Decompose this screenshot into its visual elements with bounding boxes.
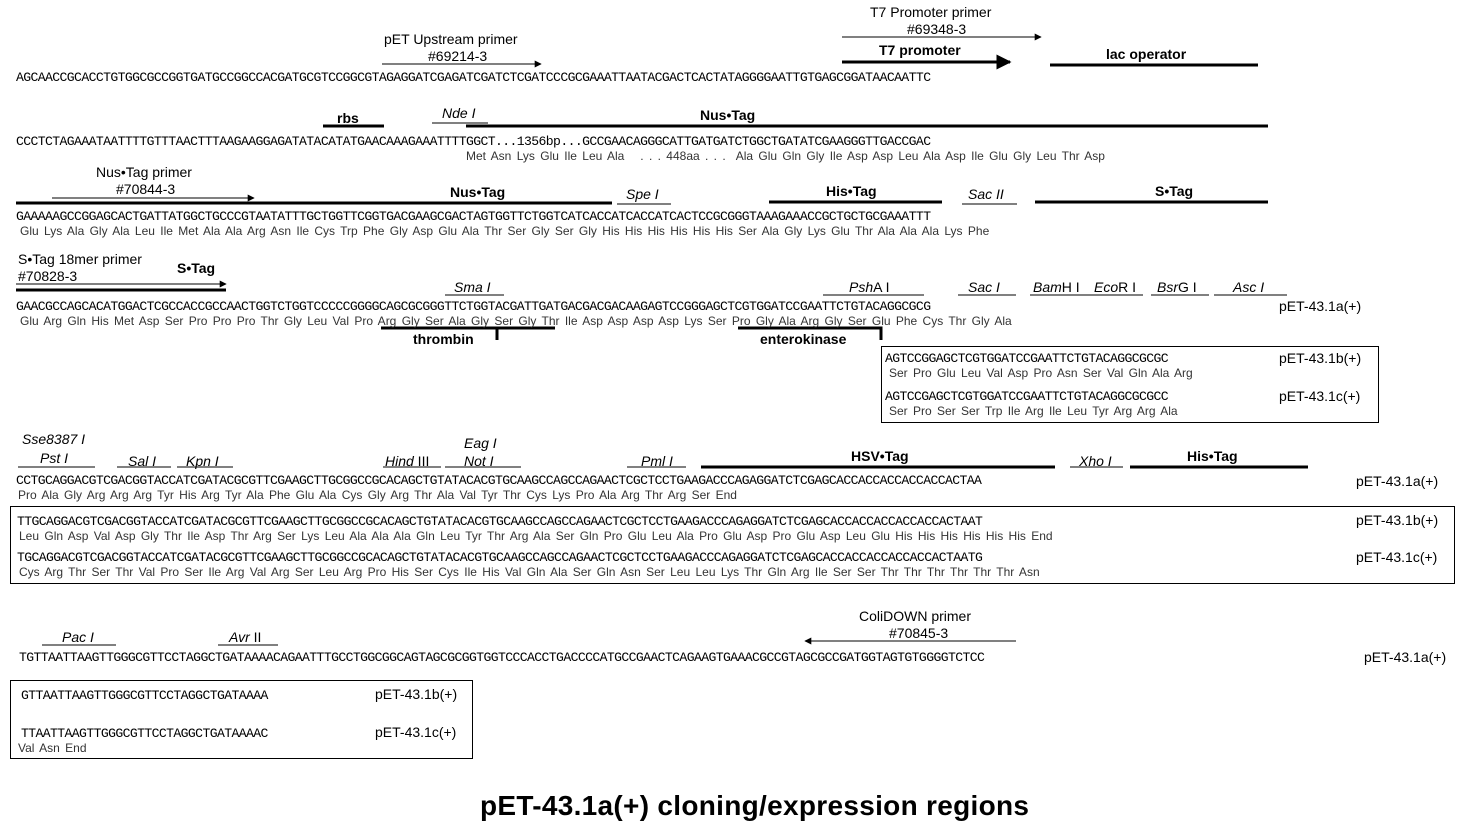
not-site: Not I [464, 453, 494, 469]
enterokinase-label: enterokinase [760, 331, 847, 347]
vector-label-a-1: pET-43.1a(+) [1279, 298, 1362, 314]
sequence-row-5: CCTGCAGGACGTCGACGGTACCATCGATACGCGTTCGAAGCTTGCGGCCGCACAGCTGTATACACGTGCAAGCCAGCCAGAACTCGCTCCTGAAGACCCAGAGGATCTCGAGCACCACCACCACCACCACTAA [16, 473, 982, 488]
eco-site [1094, 280, 1136, 294]
box2-b-translation: Leu Gln Asp Val Asp Gly Thr Ile Asp Thr Arg Ser Lys Leu Ala Ala Ala Gln Leu Tyr Thr Arg Ala Ser Gln Pro Glu Leu Ala Pro Glu Asp Pro Glu Asp Leu Glu His His His His His His End [19, 529, 1053, 543]
box3-b-vector: pET-43.1b(+) [375, 686, 458, 702]
his-tag-label-2: His•Tag [1187, 448, 1238, 464]
nus-tag-label-2: Nus•Tag [450, 184, 506, 200]
avr-site [229, 630, 261, 644]
pac-site: Pac I [62, 629, 94, 645]
pet-upstream-primer-cat: #69214-3 [428, 48, 488, 64]
avr-site-rest: II [249, 629, 262, 645]
box1-b-vector: pET-43.1b(+) [1279, 350, 1362, 366]
box2-c-translation: Cys Arg Thr Ser Thr Val Pro Ser Ile Arg Val Arg Ser Leu Arg Pro His Ser Cys Ile His Val Gln Ala Ser Gln Asn Ser Leu Leu Lys Thr Gln Arg Ile Ser Ser Thr Thr Thr Thr Thr Thr Asn [19, 565, 1040, 579]
hind-site-rest: III [413, 453, 430, 469]
eco-site-rest: R I [1118, 279, 1137, 295]
sac2-site: Sac II [968, 186, 1004, 202]
box1-c-translation: Ser Pro Ser Ser Trp Ile Arg Ile Leu Tyr Arg Arg Ala [889, 404, 1178, 418]
box2-b-vector: pET-43.1b(+) [1356, 512, 1439, 528]
bsrg-site-rest: G I [1178, 279, 1197, 295]
eco-site-italic: Eco [1094, 279, 1119, 295]
translation-row-5: Pro Ala Gly Arg Arg Arg Tyr His Arg Tyr Ala Phe Glu Ala Cys Gly Arg Thr Ala Val Tyr Thr Cys Lys Pro Ala Arg Thr Arg Ser End [18, 488, 737, 502]
spe-site: Spe I [626, 186, 659, 202]
bam-site-rest: H I [1061, 279, 1080, 295]
box1-b-sequence: AGTCCGGAGCTCGTGGATCCGAATTCTGTACAGGCGCGC [885, 351, 1169, 366]
bam-site-italic: Bam [1033, 279, 1062, 295]
pet-upstream-primer-label: pET Upstream primer [384, 31, 518, 47]
thrombin-label: thrombin [413, 331, 474, 347]
sequence-row-4: GAACGCCAGCACATGGACTCGCCACCGCCAACTGGTCTGGTCCCCCGGGGCAGCGCGGGTTCTGGTACGATTGATGACGACGACAAGAGTCCGGGAGCTCGTGGATCCGAATTCTGTACAGGCGCG [16, 299, 931, 314]
sequence-row-1: AGCAACCGCACCTGTGGCGCCGGTGATGCCGGCCACGATGCGTCCGGCGTAGAGGATCGAGATCGATCTCGATCCCGCGAAATTAATACGACTCACTATAGGGGAATTGTGAGCGGATAACAATTC [16, 70, 931, 85]
box3-b-sequence: GTTAATTAAGTTGGGCGTTCCTAGGCTGATAAAA [21, 688, 268, 703]
bsrg-site [1157, 280, 1197, 294]
s-primer-label: S•Tag 18mer primer [18, 251, 142, 267]
box1-c-vector: pET-43.1c(+) [1279, 388, 1361, 404]
figure-title: pET-43.1a(+) cloning/expression regions [480, 790, 1030, 821]
s-tag-label-2: S•Tag [177, 260, 216, 276]
rbs-label: rbs [337, 110, 359, 126]
sequence-row-2: CCCTCTAGAAATAATTTTGTTTAACTTTAAGAAGGAGATATACATATGAACAAAGAAATTTTGGCT...1356bp...GCCGAACAGGGCATTGATGATCTGGCTGATATCGAAGGGTTGACCGAC [16, 134, 931, 149]
translation-row-3: Glu Lys Ala Gly Ala Leu Ile Met Ala Ala Arg Asn Ile Cys Trp Phe Gly Asp Glu Ala Thr Ser Gly Ser Gly His His His His His His Ser Ala Gly Lys Glu Thr Ala Ala Ala Lys Phe [20, 224, 990, 238]
psha-site-italic: Psh [849, 279, 874, 295]
variant-box-3 [10, 680, 473, 759]
his-tag-label-1: His•Tag [826, 183, 877, 199]
variant-box-1 [881, 346, 1379, 423]
kpn-site: Kpn I [186, 453, 219, 469]
psha-site-rest: A I [873, 279, 890, 295]
psha-site [849, 280, 889, 294]
box1-c-sequence: AGTCCGAGCTCGTGGATCCGAATTCTGTACAGGCGCGCC [885, 389, 1169, 404]
colidown-primer-cat: #70845-3 [889, 625, 949, 641]
asc-site: Asc I [1233, 279, 1265, 295]
box3-c-vector: pET-43.1c(+) [375, 724, 457, 740]
nus-tag-label-1: Nus•Tag [700, 107, 756, 123]
hind-site [385, 454, 429, 468]
box2-b-sequence: TTGCAGGACGTCGACGGTACCATCGATACGCGTTCGAAGCTTGCGGCCGCACAGCTGTATACACGTGCAAGCCAGCCAGAACTCGCTCCTGAAGACCCAGAGGATCTCGAGCACCACCACCACCACCACTAAT [17, 514, 983, 529]
sac1-site: Sac I [968, 279, 1000, 295]
hsv-tag-label: HSV•Tag [851, 448, 909, 464]
translation-row-2: Met Asn Lys Glu Ile Leu Ala . . . 448aa . . . Ala Glu Gln Gly Ile Asp Asp Leu Ala Asp Ile Glu Gly Leu Thr Asp [466, 149, 1105, 163]
box1-b-translation: Ser Pro Glu Leu Val Asp Pro Asn Ser Val Gln Ala Arg [889, 366, 1193, 380]
translation-row-4: Glu Arg Gln His Met Asp Ser Pro Pro Pro Thr Gly Leu Val Pro Arg Gly Ser Ala Gly Ser Gly Thr Ile Asp Asp Asp Asp Lys Ser Pro Gly Ala Arg Gly Ser Glu Phe Cys Thr Gly Ala [20, 314, 1012, 328]
nus-primer-label: Nus•Tag primer [96, 164, 192, 180]
hind-site-italic: Hind [385, 453, 414, 469]
box3-c-translation: Val Asn End [18, 741, 87, 755]
t7-promoter-primer-label: T7 Promoter primer [870, 4, 992, 20]
s-primer-cat: #70828-3 [18, 268, 78, 284]
bam-site [1033, 280, 1080, 294]
sse-site: Sse8387 I [22, 431, 86, 447]
sequence-row-3: GAAAAAGCCGGAGCACTGATTATGGCTGCCCGTAATATTTGCTGGTTCGGTGACGAAGCGACTAGTGGTTCTGGTCATCACCATCACCATCACTCCGCGGGTAAAGAAACCGCTGCTGCGAAATTT [16, 209, 931, 224]
box2-c-sequence: TGCAGGACGTCGACGGTACCATCGATACGCGTTCGAAGCTTGCGGCCGCACAGCTGTATACACGTGCAAGCCAGCCAGAACTCGCTCCTGAAGACCCAGAGGATCTCGAGCACCACCACCACCACCACTAATG [17, 550, 983, 565]
s-tag-label-1: S•Tag [1155, 183, 1194, 199]
lac-operator-label: lac operator [1106, 46, 1187, 62]
vector-label-a-3: pET-43.1a(+) [1364, 649, 1447, 665]
eag-site: Eag I [464, 435, 497, 451]
colidown-primer-label: ColiDOWN primer [859, 608, 971, 624]
avr-site-italic: Avr [229, 629, 250, 645]
bsrg-site-italic: Bsr [1157, 279, 1178, 295]
nde-site: Nde I [442, 105, 476, 121]
pst-site: Pst I [40, 450, 69, 466]
xho-site: Xho I [1079, 453, 1112, 469]
t7-promoter-label: T7 promoter [879, 42, 961, 58]
sma-site: Sma I [454, 279, 491, 295]
box2-c-vector: pET-43.1c(+) [1356, 549, 1438, 565]
nus-primer-cat: #70844-3 [116, 181, 176, 197]
box3-c-sequence: TTAATTAAGTTGGGCGTTCCTAGGCTGATAAAAC [21, 726, 268, 741]
sal-site: Sal I [128, 453, 157, 469]
sequence-row-6: TGTTAATTAAGTTGGGCGTTCCTAGGCTGATAAAACAGAATTTGCCTGGCGGCAGTAGCGCGGTGGTCCCACCTGACCCCATGCCGAACTCAGAAGTGAAACGCCGTAGCGCCGATGGTAGTGTGGGGTCTCC [19, 650, 985, 665]
variant-box-2 [10, 506, 1455, 584]
pml-site: Pml I [641, 453, 673, 469]
t7-promoter-primer-cat: #69348-3 [907, 21, 967, 37]
vector-label-a-2: pET-43.1a(+) [1356, 473, 1439, 489]
